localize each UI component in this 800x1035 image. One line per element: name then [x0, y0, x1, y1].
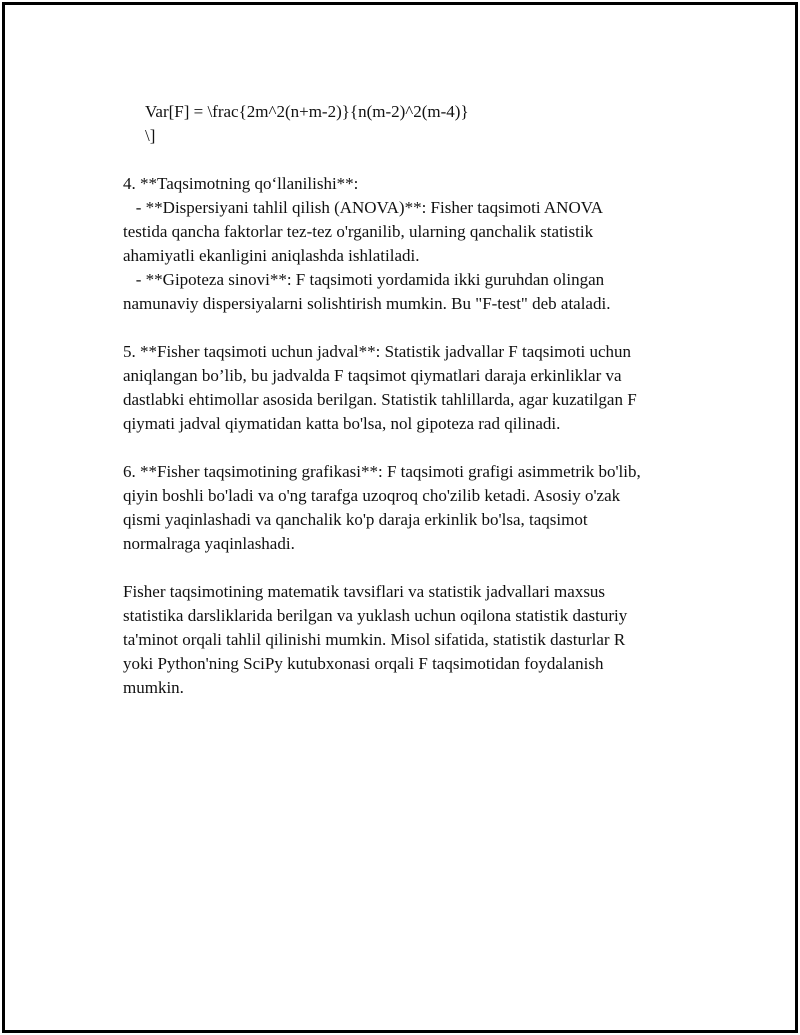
paragraph-line: aniqlangan bo’lib, bu jadvalda F taqsimot qiymatlari daraja erkinliklar va	[123, 366, 622, 385]
document-body	[123, 100, 703, 700]
paragraph-line: statistika darsliklarida berilgan va yuklash uchun oqilona statistik dasturiy	[123, 606, 628, 625]
spacer	[123, 148, 703, 172]
paragraph-line: Fisher taqsimotining matematik tavsiflari va statistik jadvallari maxsus	[123, 582, 606, 601]
formula-line: Var[F] = \frac{2m^2(n+m-2)}{n(m-2)^2(m-4)}	[145, 102, 469, 121]
paragraph-line: qiymati jadval qiymatidan katta bo'lsa, nol gipoteza rad qilinadi.	[123, 414, 561, 433]
page-frame	[2, 2, 798, 1033]
section-4-paragraph	[123, 172, 703, 316]
paragraph-line: qiyin boshli bo'ladi va o'ng tarafga uzoqroq cho'zilib ketadi. Asosiy o'zak	[123, 486, 621, 505]
paragraph-line: ta'minot orqali tahlil qilinishi mumkin. Misol sifatida, statistik dasturlar R	[123, 630, 626, 649]
paragraph-line: 5. **Fisher taqsimoti uchun jadval**: Statistik jadvallar F taqsimoti uchun	[123, 342, 632, 361]
section-5-paragraph	[123, 340, 703, 436]
paragraph-line: ahamiyatli ekanligini aniqlashda ishlatiladi.	[123, 246, 420, 265]
spacer	[123, 436, 703, 460]
paragraph-line: mumkin.	[123, 678, 184, 697]
paragraph-line: yoki Python'ning SciPy kutubxonasi orqali F taqsimotidan foydalanish	[123, 654, 604, 673]
spacer	[123, 316, 703, 340]
paragraph-line: namunaviy dispersiyalarni solishtirish mumkin. Bu "F-test" deb ataladi.	[123, 294, 611, 313]
paragraph-line: - **Dispersiyani tahlil qilish (ANOVA)**: Fisher taqsimoti ANOVA	[123, 198, 604, 217]
paragraph-line: testida qancha faktorlar tez-tez o'rganilib, ularning qanchalik statistik	[123, 222, 594, 241]
paragraph-line: 4. **Taqsimotning qo‘llanilishi**:	[123, 174, 359, 193]
paragraph-line: - **Gipoteza sinovi**: F taqsimoti yordamida ikki guruhdan olingan	[123, 270, 605, 289]
spacer	[123, 556, 703, 580]
section-6-paragraph	[123, 460, 703, 556]
formula-closing-bracket: \]	[145, 126, 156, 145]
conclusion-paragraph	[123, 580, 703, 700]
paragraph-line: dastlabki ehtimollar asosida berilgan. Statistik tahlillarda, agar kuzatilgan F	[123, 390, 637, 409]
paragraph-line: 6. **Fisher taqsimotining grafikasi**: F taqsimoti grafigi asimmetrik bo'lib,	[123, 462, 641, 481]
paragraph-line: normalraga yaqinlashadi.	[123, 534, 295, 553]
paragraph-line: qismi yaqinlashadi va qanchalik ko'p daraja erkinlik bo'lsa, taqsimot	[123, 510, 588, 529]
